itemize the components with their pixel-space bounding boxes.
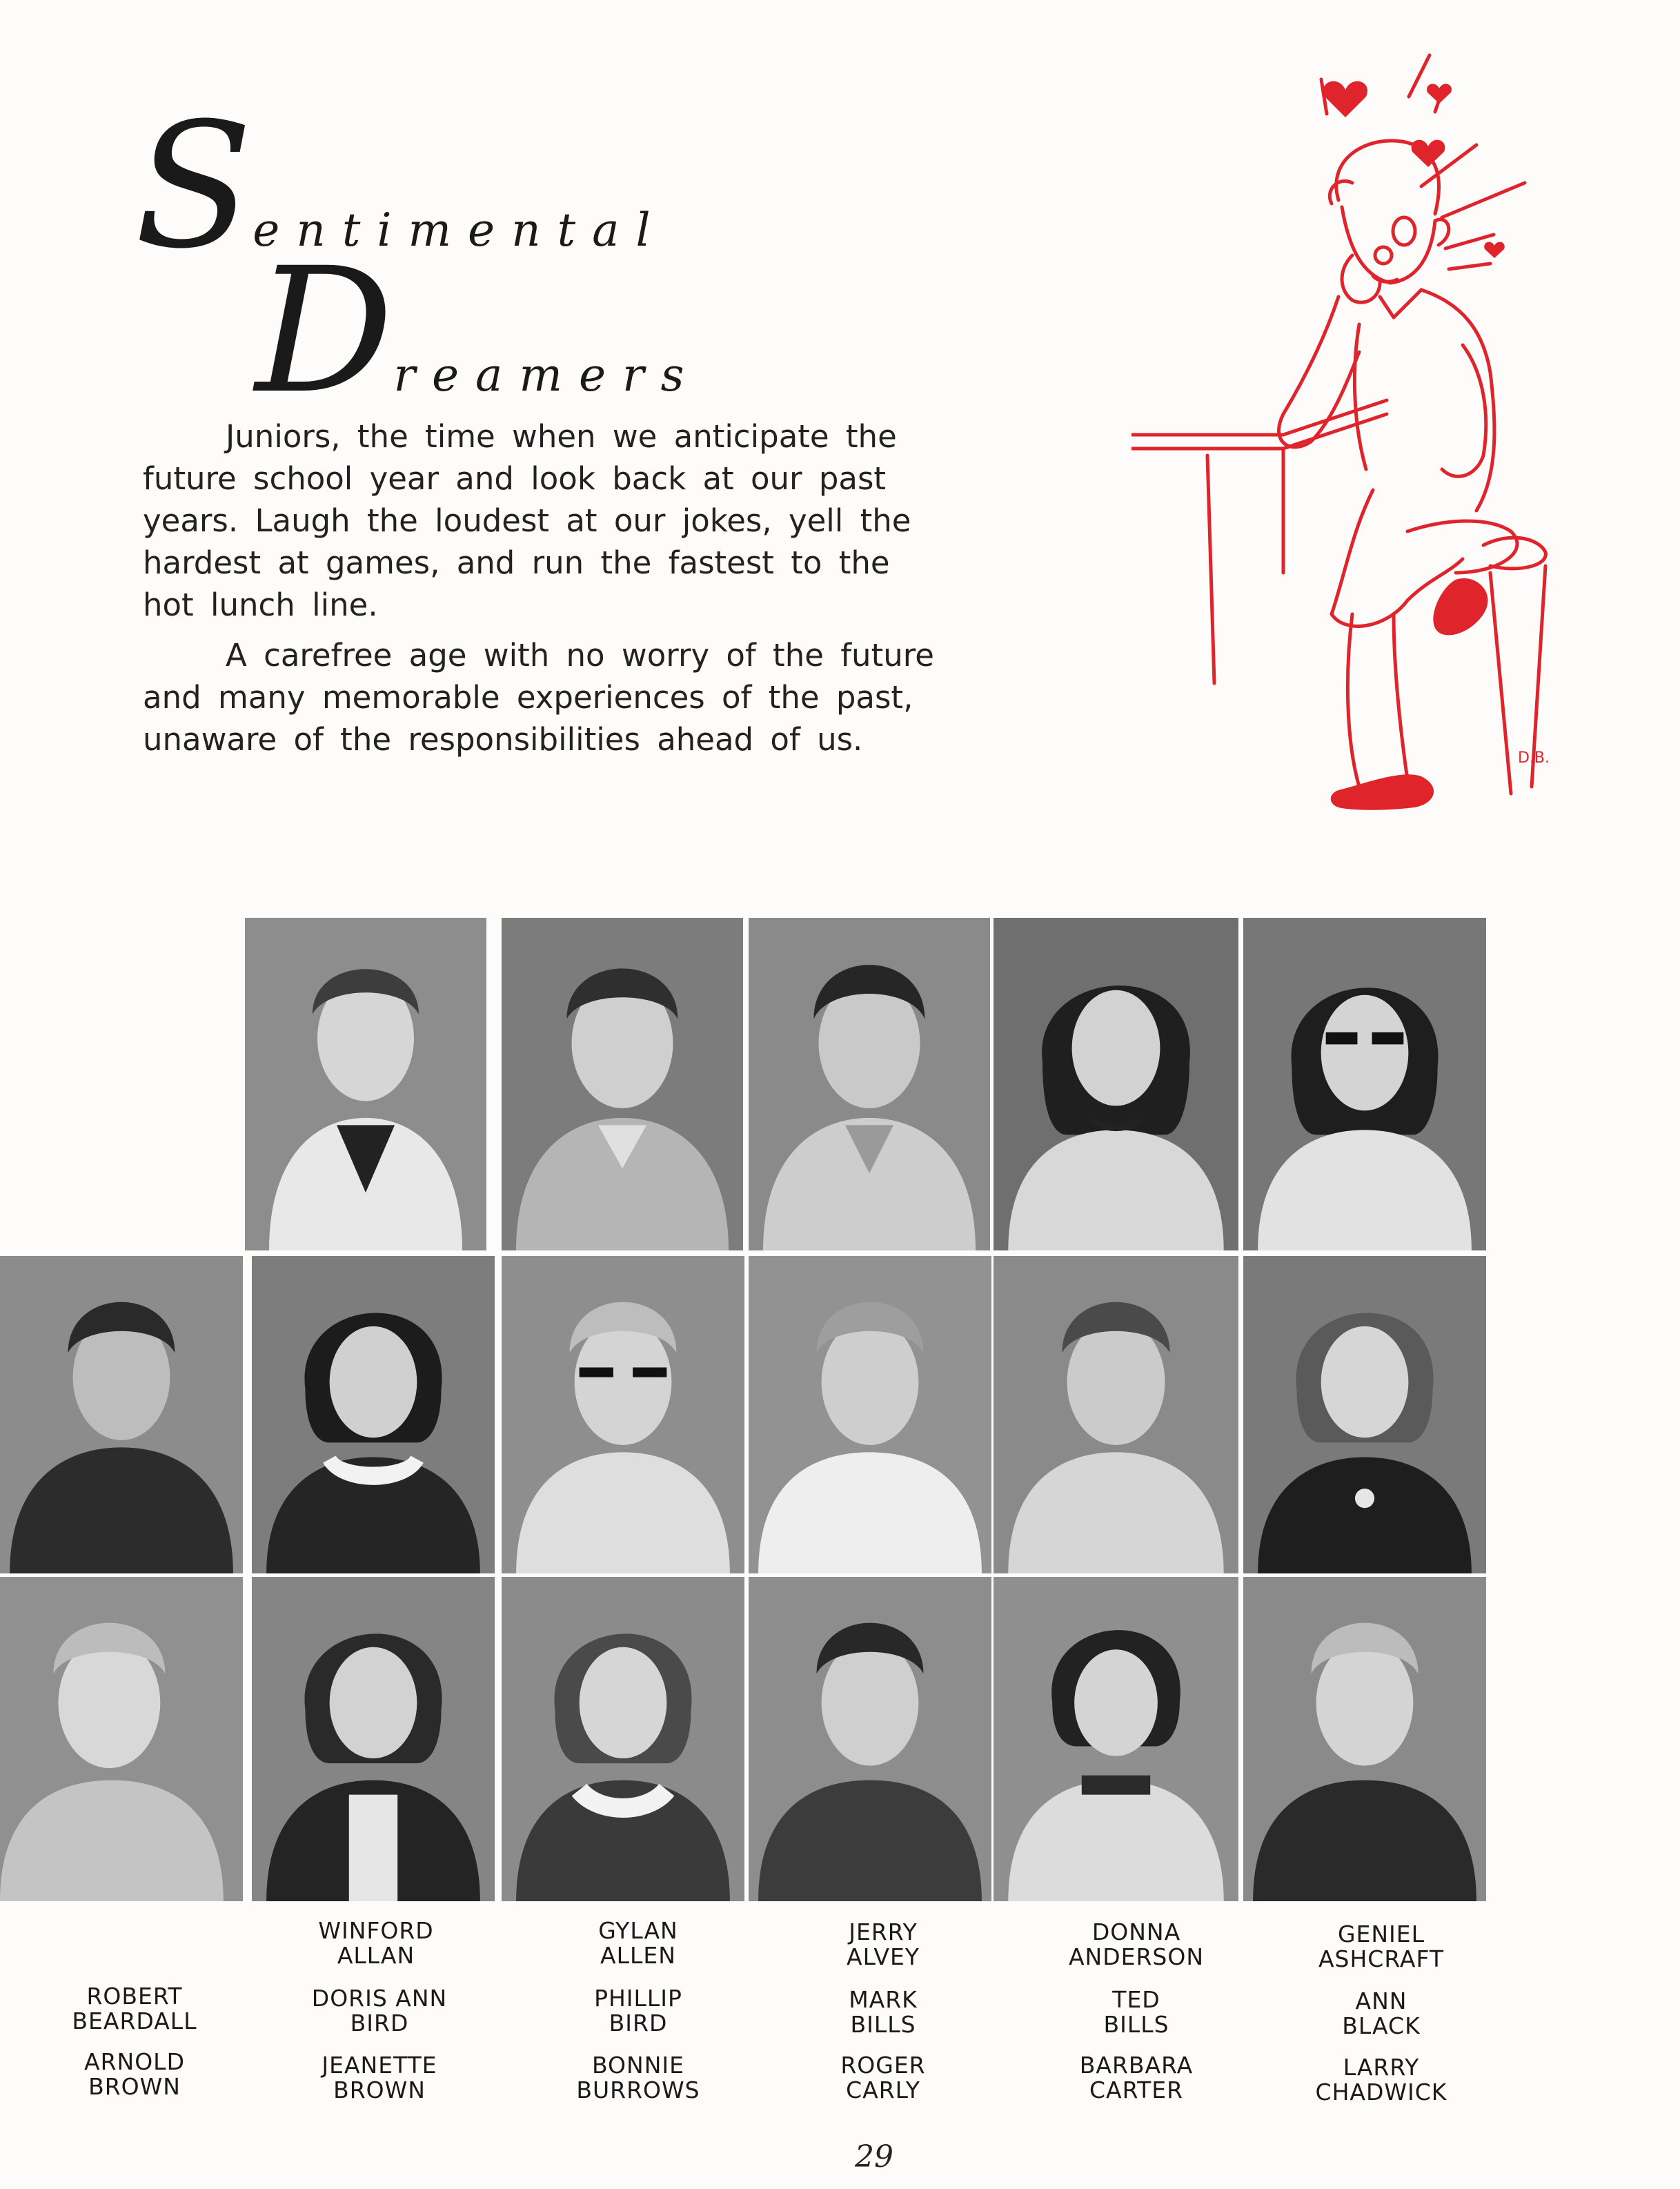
intro-text <box>143 415 943 769</box>
intro-paragraph-2: A carefree age with no worry of the future and many memorable experiences of the past, unaware of the responsibilities ahead of us. <box>143 637 934 758</box>
title-initial-d: D <box>255 230 394 431</box>
heart-icon <box>1484 242 1505 258</box>
daydreaming-boy-illustration <box>1131 48 1573 849</box>
caption-jerry-alvey: JERRY ALVEY <box>847 1918 920 1970</box>
caption-jeanette-brown: JEANETTE BROWN <box>322 2052 437 2103</box>
title-word-dreamers: reamers <box>393 349 701 402</box>
shoe-icon <box>1433 578 1488 635</box>
intro-paragraph-1: Juniors, the time when we anticipate the future school year and look back at our past years. Laugh the loudest at our jokes, yell the hardest at games, and run the fastest to the hot lunch line. <box>143 418 911 623</box>
caption-larry-chadwick: LARRY CHADWICK <box>1315 2054 1447 2105</box>
caption-bonnie-burrows: BONNIE BURROWS <box>576 2052 700 2103</box>
title-initial-s: S <box>135 86 253 286</box>
caption-phillip-bird: PHILLIP BIRD <box>594 1985 682 2036</box>
caption-arnold-brown: ARNOLD BROWN <box>84 2048 185 2100</box>
caption-doris-ann-bird: DORIS ANN BIRD <box>311 1985 448 2036</box>
caption-ted-bills: TED BILLS <box>1103 1986 1169 2038</box>
portrait-photo-larry-chadwick <box>1243 1577 1486 1901</box>
portrait-photo-winford-allan <box>245 918 486 1250</box>
heart-icon <box>1323 81 1367 117</box>
caption-donna-anderson: DONNA ANDERSON <box>1068 1918 1205 1970</box>
portrait-photo-ann-black <box>1243 1256 1486 1573</box>
page-number: 29 <box>855 2139 893 2175</box>
portrait-photo-arnold-brown <box>0 1577 243 1901</box>
portrait-photo-jeanette-brown <box>252 1577 495 1901</box>
portrait-photo-barbara-carter <box>994 1577 1238 1901</box>
portrait-photo-jerry-alvey <box>749 918 990 1250</box>
portrait-photo-ted-bills <box>994 1256 1238 1573</box>
caption-mark-bills: MARK BILLS <box>849 1986 918 2038</box>
portrait-photo-gylan-allen <box>502 918 743 1250</box>
portrait-photo-robert-beardall <box>0 1256 243 1573</box>
portrait-photo-phillip-bird <box>502 1256 744 1573</box>
title-word-sentimental: entimental <box>253 204 667 257</box>
caption-geniel-ashcraft: GENIEL ASHCRAFT <box>1318 1921 1445 1972</box>
portrait-photo-doris-ann-bird <box>252 1256 495 1573</box>
portrait-photo-mark-bills <box>749 1256 991 1573</box>
artist-signature: D.B. <box>1518 749 1550 767</box>
shoe-icon <box>1331 774 1434 809</box>
caption-barbara-carter: BARBARA CARTER <box>1079 2052 1194 2103</box>
caption-gylan-allen: GYLAN ALLEN <box>598 1917 678 1969</box>
portrait-photo-bonnie-burrows <box>502 1577 744 1901</box>
caption-ann-black: ANN BLACK <box>1342 1987 1421 2039</box>
portrait-photo-roger-carly <box>749 1577 991 1901</box>
portrait-photo-donna-anderson <box>994 918 1238 1250</box>
caption-roger-carly: ROGER CARLY <box>840 2052 926 2103</box>
caption-winford-allan: WINFORD ALLAN <box>318 1917 434 1969</box>
portrait-photo-geniel-ashcraft <box>1243 918 1486 1250</box>
caption-robert-beardall: ROBERT BEARDALL <box>72 1983 197 2034</box>
